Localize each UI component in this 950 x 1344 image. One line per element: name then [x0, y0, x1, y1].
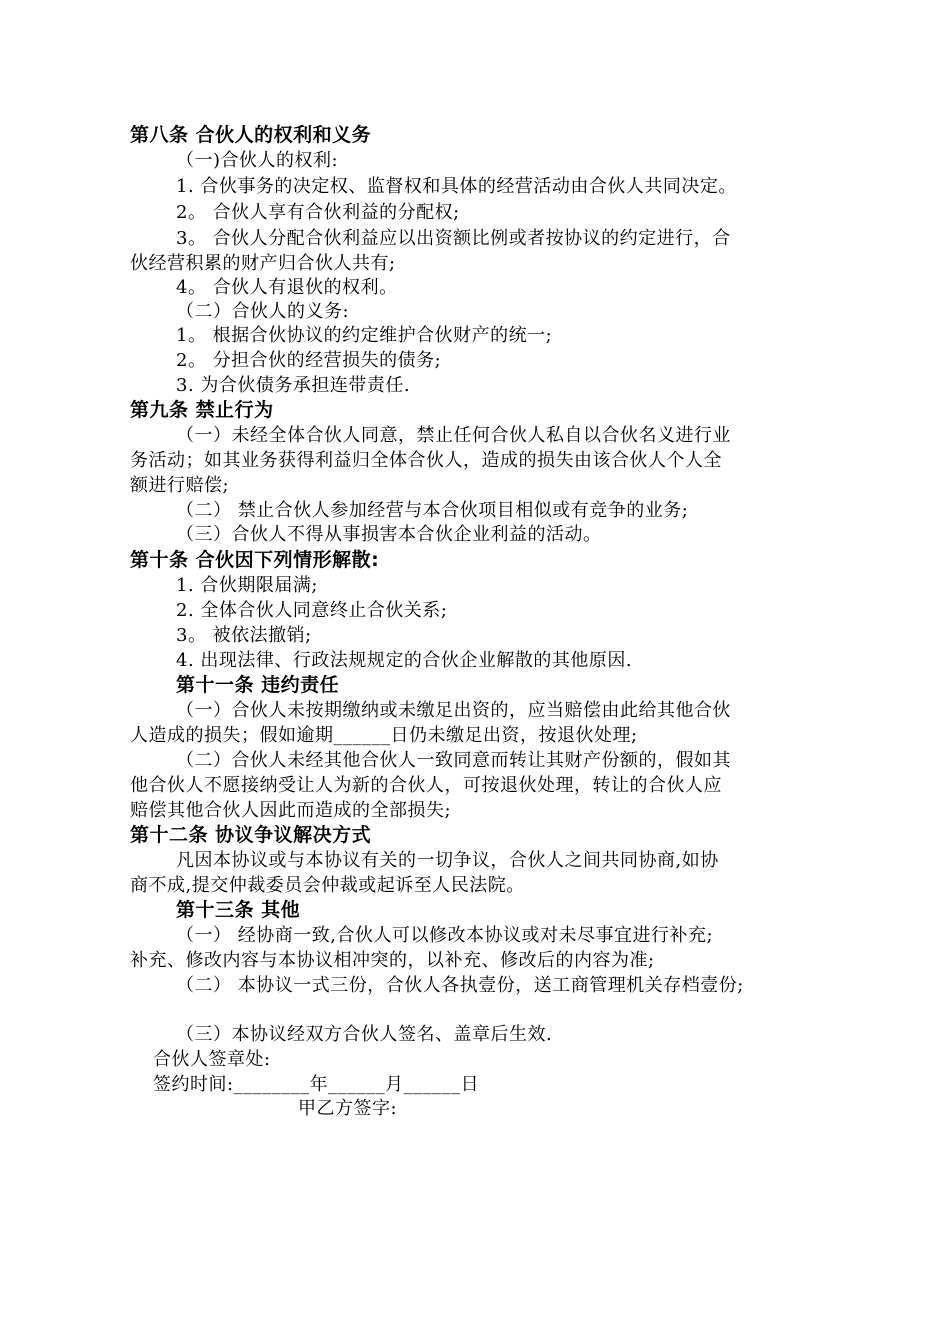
article-9-item-2: （二） 禁止合伙人参加经营与本合伙项目相似或有竞争的业务; [176, 500, 689, 521]
article-13-item-3: （三）本协议经双方合伙人签名、盖章后生效. [176, 1024, 553, 1045]
article-8-duties-item-1: 1。 根据合伙协议的约定维护合伙财产的统一; [176, 325, 553, 346]
article-8-rights-heading: （一)合伙人的权利: [176, 150, 339, 171]
article-10-heading: 第十条 合伙因下列情形解散: [130, 549, 380, 571]
article-9-item-1-cont-1: 务活动；如其业务获得利益归全体合伙人，造成的损失由该合伙人个人全 [130, 450, 722, 471]
article-8-rights-item-3-cont: 伙经营积累的财产归合伙人共有; [130, 253, 396, 274]
article-11-heading: 第十一条 违约责任 [176, 674, 340, 696]
article-8-rights-item-1: 1. 合伙事务的决定权、监督权和具体的经营活动由合伙人共同决定。 [176, 176, 737, 197]
article-9-item-1: （一）未经全体合伙人同意，禁止任何合伙人私自以合伙名义进行业 [176, 425, 731, 446]
article-8-duties-heading: （二）合伙人的义务: [176, 301, 350, 322]
article-12-heading: 第十二条 协议争议解决方式 [130, 824, 372, 846]
signing-date-line: 签约时间:________年______月______日 [153, 1074, 480, 1095]
article-8-rights-item-2: 2。 合伙人享有合伙利益的分配权; [176, 202, 460, 223]
article-13-item-1-cont: 补充、修改内容与本协议相冲突的，以补充、修改后的内容为准; [130, 950, 655, 971]
article-12-body: 凡因本协议或与本协议有关的一切争议，合伙人之间共同协商,如协 [176, 850, 719, 871]
article-10-item-2: 2. 全体合伙人同意终止合伙关系; [176, 600, 448, 621]
article-13-heading: 第十三条 其他 [176, 899, 301, 921]
article-10-item-4: 4. 出现法律、行政法规规定的合伙企业解散的其他原因. [176, 650, 633, 671]
party-signature-label: 甲乙方签字: [298, 1098, 398, 1119]
article-9-item-1-cont-2: 额进行赔偿; [130, 475, 230, 496]
article-11-item-1-cont: 人造成的损失；假如逾期______日仍未缴足出资，按退伙处理; [130, 725, 638, 746]
article-12-body-cont: 商不成,提交仲裁委员会仲裁或起诉至人民法院。 [130, 875, 525, 896]
article-8-duties-item-2: 2。 分担合伙的经营损失的债务; [176, 350, 442, 371]
article-8-rights-item-4: 4。 合伙人有退伙的权利。 [176, 277, 398, 298]
article-11-item-2: （二）合伙人未经其他合伙人一致同意而转让其财产份额的，假如其 [176, 750, 731, 771]
article-8-rights-item-3: 3。 合伙人分配合伙利益应以出资额比例或者按协议的约定进行，合 [176, 228, 731, 249]
signature-seal-label: 合伙人签章处: [153, 1049, 271, 1070]
article-13-item-2: （二） 本协议一式三份，合伙人各执壹份，送工商管理机关存档壹份; [176, 975, 744, 996]
article-9-item-3: （三）合伙人不得从事损害本合伙企业利益的活动。 [176, 524, 602, 545]
article-10-item-3: 3。 被依法撤销; [176, 625, 312, 646]
article-8-heading: 第八条 合伙人的权利和义务 [130, 124, 372, 146]
article-11-item-1: （一）合伙人未按期缴纳或未缴足出资的，应当赔偿由此给其他合伙 [176, 700, 731, 721]
article-13-item-1: （一） 经协商一致,合伙人可以修改本协议或对未尽事宜进行补充; [176, 925, 714, 946]
article-9-heading: 第九条 禁止行为 [130, 399, 274, 421]
article-11-item-2-cont-1: 他合伙人不愿接纳受让人为新的合伙人，可按退伙处理，转让的合伙人应 [130, 775, 722, 796]
article-10-item-1: 1. 合伙期限届满; [176, 575, 318, 596]
article-11-item-2-cont-2: 赔偿其他合伙人因此而造成的全部损失; [130, 800, 452, 821]
article-8-duties-item-3: 3. 为合伙债务承担连带责任. [176, 375, 411, 396]
